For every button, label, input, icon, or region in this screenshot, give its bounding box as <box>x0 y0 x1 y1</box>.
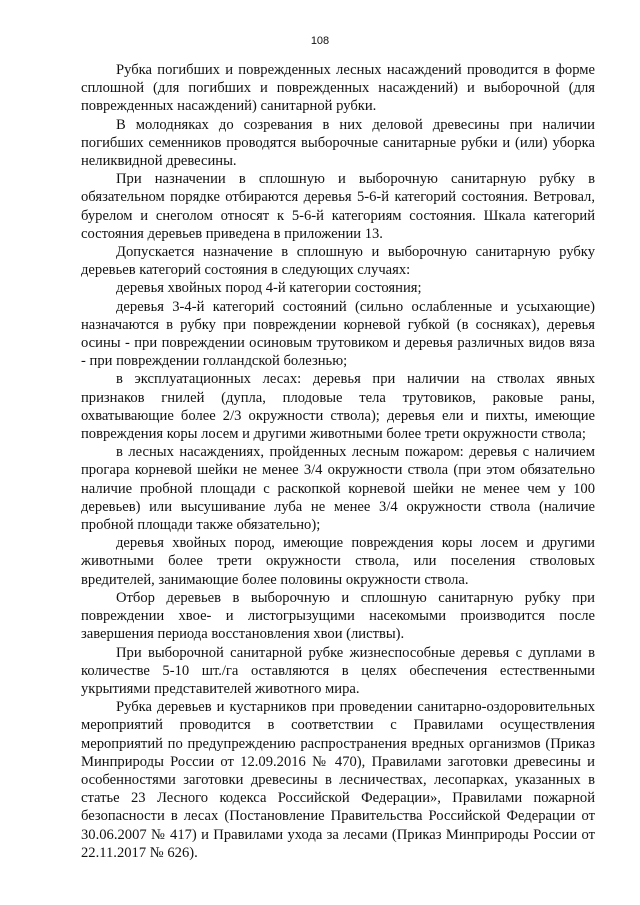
paragraph: В молодняках до созревания в них деловой древесины при наличии погибших семенников проводятся выборочные санитарные рубки и (или) уборка неликвидной древесины. <box>81 116 595 170</box>
paragraph: в эксплуатационных лесах: деревья при наличии на стволах явных признаков гнилей (дупла, плодовые тела трутовиков, раковые раны, охватывающие более 2/3 окружности ствола); деревья ели и пихты, имеющие повреждения коры лосем и другими животными более трети окружности ствола; <box>81 371 595 443</box>
paragraph: Допускается назначение в сплошную и выборочную санитарную рубку деревьев категорий состояния в следующих случаях: <box>81 244 595 279</box>
paragraph: При назначении в сплошную и выборочную санитарную рубку в обязательном порядке отбираются деревья 5-6-й категорий состояния. Ветровал, бурелом и снеголом относят к 5-6-й категориям состояния. Шкала категорий состояния деревьев приведена в приложении 13. <box>81 171 595 242</box>
page-number: 108 <box>310 35 330 47</box>
paragraph: деревья хвойных пород, имеющие повреждения коры лосем и другими животными более трети окружности ствола, или поселения стволовых вредителей, занимающие более половины окружности ствола. <box>81 535 595 588</box>
paragraph: Отбор деревьев в выборочную и сплошную санитарную рубку при повреждении хвое- и листогрызущими насекомыми производится после завершения периода восстановления хвои (листвы). <box>81 589 595 643</box>
paragraph: в лесных насаждениях, пройденных лесным пожаром: деревья с наличием прогара корневой шейки не менее 3/4 окружности ствола (при этом обязательно наличие пробной площади с раскопкой корневой шейки не менее чем у 100 деревьев) или высушивание луба не менее 3/4 окружности ствола (наличие пробной площади также обязательно); <box>81 444 595 534</box>
paragraph: Рубка погибших и поврежденных лесных насаждений проводится в форме сплошной (для погибших и поврежденных насаждений) и выборочной (для поврежденных насаждений) санитарной рубки. <box>81 62 595 115</box>
paragraph: деревья 3-4-й категорий состояний (сильно ослабленные и усыхающие) назначаются в рубку при повреждении корневой губкой (в сосняках), деревья осины - при повреждении осиновым трутовиком и деревья различных видов вяза - при повреждении голландской болезнью; <box>81 298 595 370</box>
document-body <box>81 61 595 862</box>
paragraph: При выборочной санитарной рубке жизнеспособные деревья с дуплами в количестве 5-10 шт./га оставляются в целях обеспечения естественными укрытиями представителей животного мира. <box>81 644 595 697</box>
paragraph: деревья хвойных пород 4-й категории состояния; <box>116 280 422 297</box>
paragraph: Рубка деревьев и кустарников при проведении санитарно-оздоровительных мероприятий проводится в соответствии с Правилами осуществления мероприятий по предупреждению распространения вредных организмов (Приказ Минприроды России от 12.09.2016 № 470), Правилами заготовки древесины и особенностями заготовки древесины в лесничествах, лесопарках, указанных в статье 23 Лесного кодекса Российской Федерации», Правилами пожарной безопасности в лесах (Постановление Правительства Российской Федерации от 30.06.2007 № 417) и Правилами ухода за лесами (Приказ Минприроды России от 22.11.2017 № 626). <box>81 699 595 861</box>
